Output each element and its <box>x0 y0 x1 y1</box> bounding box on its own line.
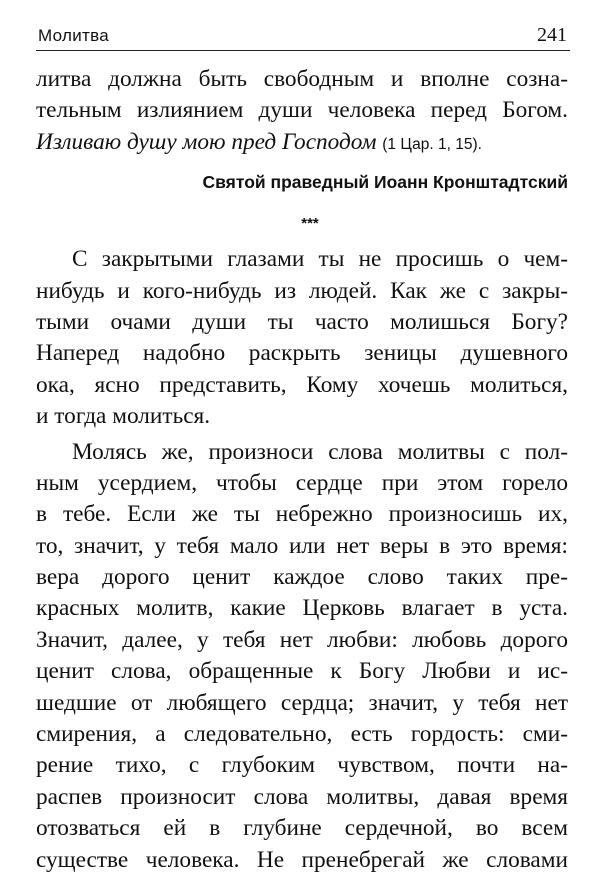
paragraph-line: ока, ясно представить, Кому хочешь молиться, <box>36 371 568 398</box>
paragraph-line: нибудь и кого-нибудь из людей. Как же с закры- <box>36 277 568 304</box>
author-attribution: Святой праведный Иоанн Кронштадтский <box>202 172 568 193</box>
paragraph-line: Значит, далее, у тебя нет любви: любовь дорого <box>36 626 568 653</box>
intro-line: литва должна быть свободным и вполне созна- <box>36 66 568 92</box>
page-number: 241 <box>537 24 567 46</box>
intro-line: тельным излиянием души человека перед Богом. <box>36 97 568 124</box>
paragraph-line: то, значит, у тебя мало или нет веры в это время: <box>36 532 568 559</box>
paragraph-line: вера дорого ценит каждое слово таких пре- <box>36 564 568 591</box>
paragraph-2 <box>36 437 568 876</box>
scripture-quote-line <box>36 127 568 158</box>
paragraph-line: отозваться ей в глубине сердечной, во всем <box>36 815 568 842</box>
paragraph-line: ценит слова, обращенные к Богу Любви и ис- <box>36 658 568 685</box>
paragraph-line: смирения, а следовательно, есть гордость: сми- <box>36 721 568 748</box>
section-separator: *** <box>301 215 319 233</box>
paragraph-line: рение тихо, с глубоким чувством, почти на- <box>36 752 568 779</box>
paragraph-line: тыми очами души ты часто молишься Богу? <box>36 308 568 335</box>
header-rule <box>36 50 570 51</box>
running-header <box>38 22 567 50</box>
section-title: Молитва <box>38 26 110 45</box>
paragraph-line: красных молитв, какие Церковь влагает в уста. <box>36 595 568 622</box>
scripture-citation: (1 Цар. 1, 15). <box>382 135 482 153</box>
scripture-quote: Изливаю душу мою пред Господом <box>36 128 377 155</box>
paragraph-line: распев произносит слова молитвы, давая время <box>36 783 568 810</box>
paragraph-1 <box>36 244 568 432</box>
paragraph-line: в тебе. Если же ты небрежно произносишь их, <box>36 501 568 528</box>
paragraph-line: Молясь же, произноси слова молитвы с пол- <box>72 438 568 465</box>
page-body <box>36 64 568 876</box>
paragraph-line: шедшие от любящего сердца; значит, у тебя нет <box>36 689 568 716</box>
paragraph-line: существе человека. Не пренебрегай же словами <box>36 846 568 873</box>
paragraph-line: Наперед надобно раскрыть зеницы душевного <box>36 340 568 367</box>
paragraph-line: С закрытыми глазами ты не просишь о чем- <box>72 246 568 273</box>
paragraph-line: и тогда молиться. <box>36 403 211 430</box>
paragraph-line: ным усердием, чтобы сердце при этом горело <box>36 469 568 496</box>
